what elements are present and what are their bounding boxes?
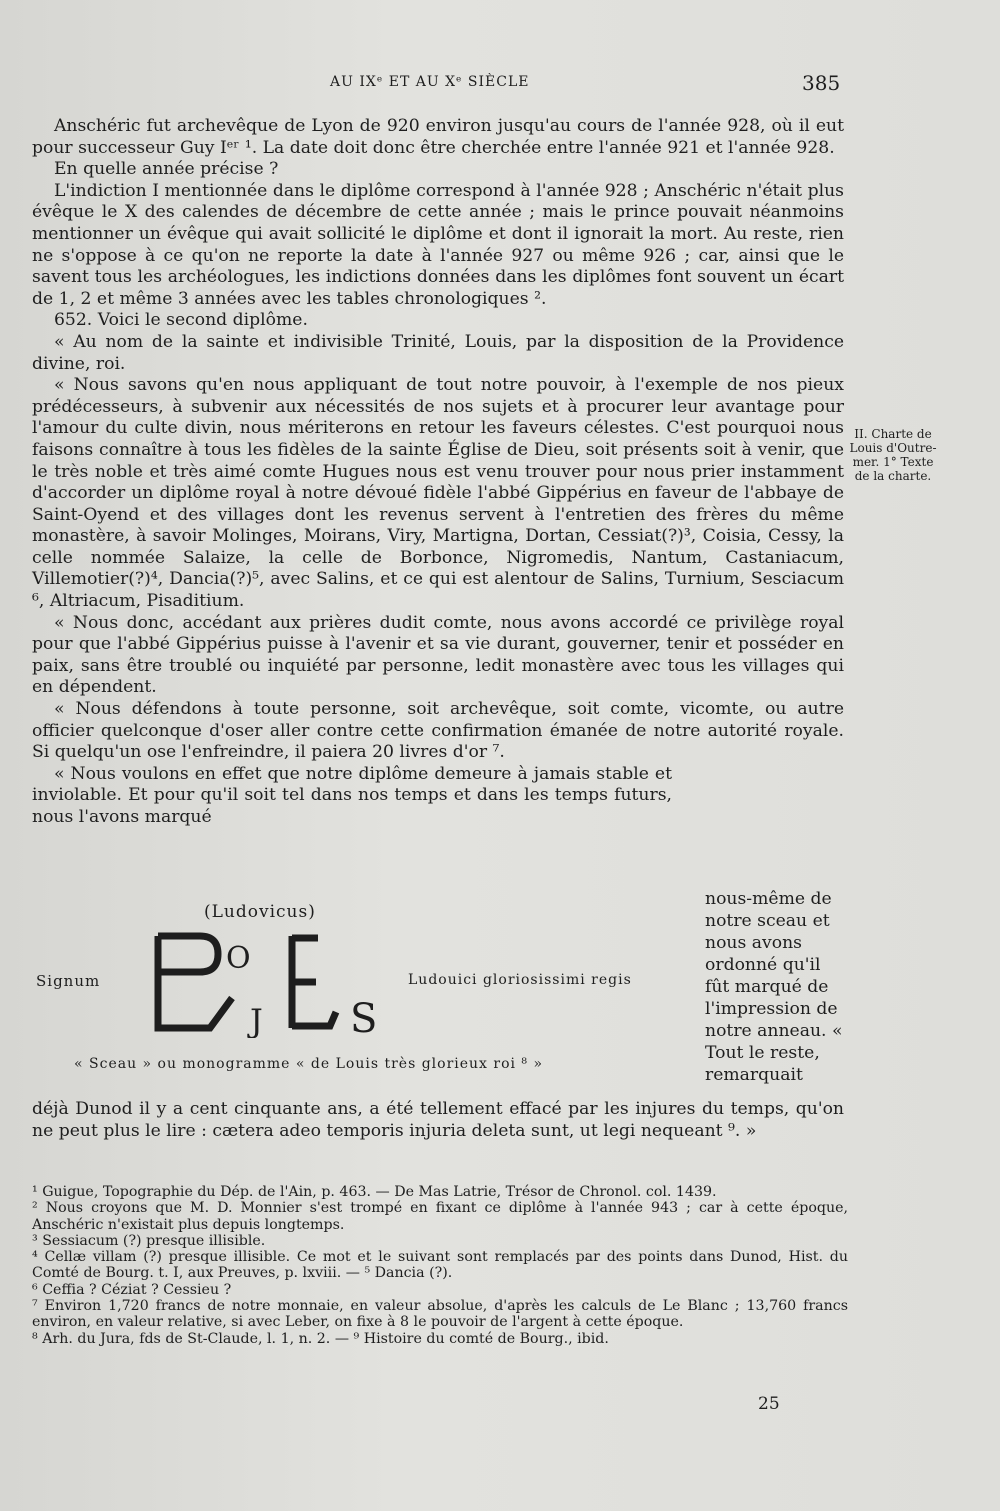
running-title: AU IXᵉ ET AU Xᵉ SIÈCLE [330, 74, 530, 90]
seal-top-caption: (Ludovicus) [204, 902, 316, 922]
page-number: 385 [802, 71, 841, 95]
paragraph: « Au nom de la sainte et indivisible Trinité, Louis, par la disposition de la Providence divine, roi. [32, 331, 844, 374]
king-name: Ludouici gloriosissimi regis [408, 972, 632, 988]
monogram-stroke [158, 936, 218, 972]
paragraph: En quelle année précise ? [54, 159, 279, 180]
paragraph: 652. Voici le second diplôme. [54, 310, 308, 331]
paragraph: « Nous voulons en effet que notre diplôme demeure à jamais stable et inviolable. Et pour qu'il soit tel dans nos temps et dans les temps futurs, nous l'avons marqué [32, 763, 672, 827]
paragraph: Anschéric fut archevêque de Lyon de 920 environ jusqu'au cours de l'année 928, où il eut pour successeur Guy Iᵉʳ ¹. La date doit donc être cherchée entre l'année 921 et l'année 928. [32, 116, 844, 158]
monogram-seal [140, 928, 400, 1038]
footnotes [32, 1184, 848, 1347]
signature-mark: 25 [758, 1394, 780, 1414]
side-column-text [705, 888, 845, 1086]
footnote: ⁸ Arh. du Jura, fds de St-Claude, l. 1, n. 2. — ⁹ Histoire du comté de Bourg., ibid. [32, 1330, 609, 1347]
signum-label: Signum [36, 972, 101, 990]
running-head [0, 71, 1000, 96]
after-seal-text [32, 1098, 844, 1142]
seal-bottom-caption: « Sceau » ou monogramme « de Louis très glorieux roi ⁸ » [74, 1056, 544, 1072]
footnote: ⁷ Environ 1,720 francs de notre monnaie, en valeur absolue, d'après les calculs de Le Blanc ; 13,760 francs environ, en valeur relative, si avec Leber, on fixe à 8 le pouvoir de l'argent à cette époque. [32, 1298, 848, 1331]
footnote: ⁴ Cellæ villam (?) presque illisible. Ce mot et le suivant sont remplacés par des points dans Dunod, Hist. du Comté de Bourg. t. I, aux Preuves, p. lxviii. — ⁵ Dancia (?). [32, 1249, 848, 1282]
monogram-stroke [292, 1012, 336, 1026]
paragraph: « Nous savons qu'en nous appliquant de tout notre pouvoir, à l'exemple de nos pieux prédécesseurs, à subvenir aux nécessités de nos sujets et à procurer leur avantage pour l'amour du culte divin, nous mériterons en retour les faveurs célestes. C'est pourquoi nous faisons connaître à tous les fidèles de la sainte Église de Dieu, soit présents soit à venir, que le très noble et très aimé comte Hugues nous est venu trouver pour nous prier instamment d'accorder un diplôme royal à notre dévoué fidèle l'abbé Gippérius en faveur de l'abbaye de Saint-Oyend et des villages dont les revenus servent à l'entretien des frères du même monastère, à savoir Molinges, Moirans, Viry, Martigna, Dortan, Cessiat(?)³, Coisia, Cessy, la celle nommée Salaize, la celle de Borbonce, Nigromedis, Nantum, Castaniacum, Villemotier(?)⁴, Dancia(?)⁵, avec Salins, et ce qui est alentour de Salins, Turnium, Sesciacum ⁶, Altriacum, Pisaditium. [32, 375, 844, 612]
paragraph: déjà Dunod il y a cent cinquante ans, a été tellement effacé par les injures du temps, qu'on ne peut plus le lire : cætera adeo temporis injuria deleta sunt, ut legi nequeant ⁹. » [32, 1099, 844, 1141]
paragraph: « Nous défendons à toute personne, soit archevêque, soit comte, vicomte, ou autre officier quelconque d'oser aller contre cette confirmation émanée de notre autorité royale. Si quelqu'un ose l'enfreindre, il paiera 20 livres d'or ⁷. [32, 699, 844, 763]
monogram-letter-s: S [350, 996, 378, 1038]
footnote: ² Nous croyons que M. D. Monnier s'est trompé en fixant ce diplôme à l'année 943 ; car à cette époque, Anschéric n'existait plus depuis longtemps. [32, 1200, 848, 1233]
paragraph: L'indiction I mentionnée dans le diplôme correspond à l'année 928 ; Anschéric n'était plus évêque le X des calendes de décembre de cette année ; mais le prince pouvait néanmoins mentionner un évêque qui avait sollicité le diplôme et dont il ignorait la mort. Au reste, rien ne s'oppose à ce qu'on ne reporte la date à l'année 927 ou même 926 ; car, ainsi que le savent tous les archéologues, les indictions données dans les diplômes font souvent un écart de 1, 2 et même 3 années avec les tables chronologiques ². [32, 180, 844, 309]
footnote: ³ Sessiacum (?) presque illisible. [32, 1232, 266, 1249]
monogram-letter-o: O [226, 941, 251, 976]
footnote: ⁶ Ceffia ? Céziat ? Cessieu ? [32, 1281, 232, 1298]
side-column-paragraph: nous-même de notre sceau et nous avons ordonné qu'il fût marqué de l'impression de notre anneau. « Tout le reste, remarquait [705, 889, 843, 1085]
margin-note: II. Charte de Louis d'Outre-mer. 1° Texte de la charte. [849, 427, 937, 483]
footnote: ¹ Guigue, Topographie du Dép. de l'Ain, p. 463. — De Mas Latrie, Trésor de Chronol. col. 1439. [32, 1184, 717, 1200]
paragraph: « Nous donc, accédant aux prières dudit comte, nous avons accordé ce privilège royal pour que l'abbé Gippérius puisse à l'avenir et sa vie durant, gouverner, tenir et posséder en paix, sans être troublé ou inquiété par personne, ledit monastère avec tous les villages qui en dépendent. [32, 612, 844, 698]
body-text [32, 116, 844, 829]
monogram-letter-j: J [250, 1002, 263, 1038]
